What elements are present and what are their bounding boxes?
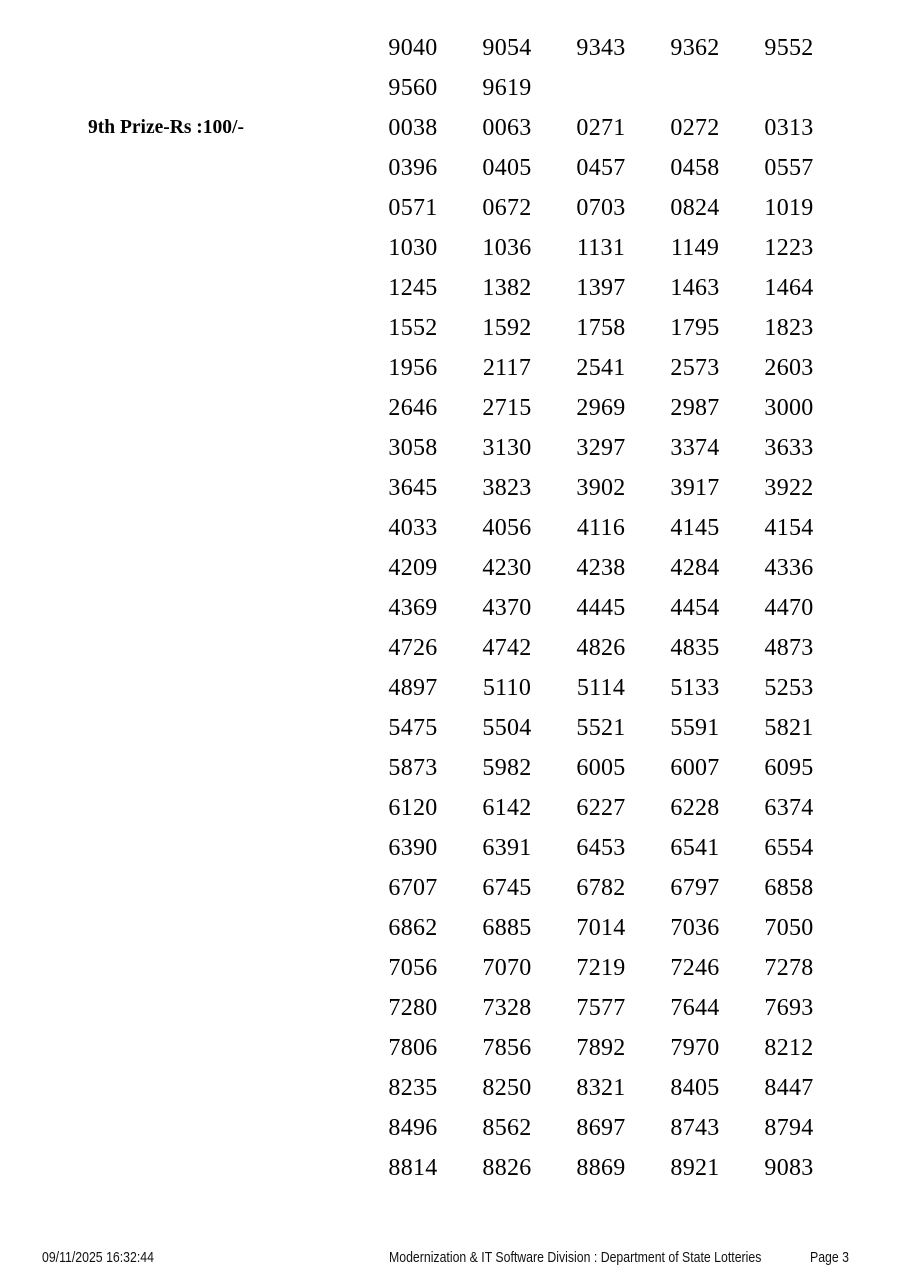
winning-number: 3130	[482, 434, 532, 461]
winning-number: 6862	[388, 914, 438, 941]
winning-number: 4445	[576, 594, 626, 621]
number-row	[366, 268, 836, 308]
winning-number: 1592	[482, 314, 532, 341]
winning-number: 5114	[576, 674, 626, 701]
number-row	[366, 468, 836, 508]
winning-number: 1030	[388, 234, 438, 261]
winning-number: 5504	[482, 714, 532, 741]
winning-number: 6374	[764, 794, 814, 821]
winning-number: 1036	[482, 234, 532, 261]
winning-number: 6797	[670, 874, 720, 901]
winning-number: 3922	[764, 474, 814, 501]
winning-number: 8826	[482, 1154, 532, 1181]
number-row	[366, 708, 836, 748]
number-row	[366, 348, 836, 388]
winning-number: 7056	[388, 954, 438, 981]
winning-number: 4726	[388, 634, 438, 661]
winning-number: 4742	[482, 634, 532, 661]
winning-number: 2646	[388, 394, 438, 421]
winning-number: 5591	[670, 714, 720, 741]
winning-number: 1823	[764, 314, 814, 341]
number-row	[366, 1148, 836, 1188]
number-row	[366, 1068, 836, 1108]
winning-numbers-grid	[88, 28, 836, 1188]
footer-division: Modernization & IT Software Division : Department of State Lotteries	[389, 1249, 762, 1266]
winning-number: 1956	[388, 354, 438, 381]
winning-number: 3917	[670, 474, 720, 501]
winning-number: 7280	[388, 994, 438, 1021]
number-row	[366, 28, 836, 68]
winning-number: 4056	[482, 514, 532, 541]
winning-number: 7892	[576, 1034, 626, 1061]
winning-number: 4154	[764, 514, 814, 541]
winning-number: 1019	[764, 194, 814, 221]
winning-number: 6227	[576, 794, 626, 821]
winning-number: 8814	[388, 1154, 438, 1181]
winning-number: 4873	[764, 634, 814, 661]
winning-number: 9343	[576, 34, 626, 61]
winning-number: 6142	[482, 794, 532, 821]
winning-number: 7856	[482, 1034, 532, 1061]
winning-number: 6541	[670, 834, 720, 861]
winning-number: 6858	[764, 874, 814, 901]
winning-number: 3633	[764, 434, 814, 461]
winning-number: 1463	[670, 274, 720, 301]
winning-number: 3000	[764, 394, 814, 421]
winning-number: 4145	[670, 514, 720, 541]
winning-number: 7050	[764, 914, 814, 941]
winning-number: 7644	[670, 994, 720, 1021]
winning-number: 1245	[388, 274, 438, 301]
winning-number: 3374	[670, 434, 720, 461]
winning-number: 8743	[670, 1114, 720, 1141]
winning-number: 6453	[576, 834, 626, 861]
winning-number: 1464	[764, 274, 814, 301]
winning-number: 6707	[388, 874, 438, 901]
winning-number: 1552	[388, 314, 438, 341]
number-row	[366, 68, 836, 108]
winning-number: 1795	[670, 314, 720, 341]
winning-number: 6120	[388, 794, 438, 821]
winning-number: 5133	[670, 674, 720, 701]
winning-number: 2541	[576, 354, 626, 381]
winning-number: 7577	[576, 994, 626, 1021]
winning-number: 6782	[576, 874, 626, 901]
number-row	[366, 828, 836, 868]
winning-number: 4454	[670, 594, 720, 621]
winning-number: 3902	[576, 474, 626, 501]
number-row	[366, 588, 836, 628]
winning-number: 4230	[482, 554, 532, 581]
winning-number: 5821	[764, 714, 814, 741]
winning-number: 8869	[576, 1154, 626, 1181]
winning-number: 7806	[388, 1034, 438, 1061]
winning-number: 8405	[670, 1074, 720, 1101]
winning-number: 2969	[576, 394, 626, 421]
winning-number: 6554	[764, 834, 814, 861]
winning-number: 5873	[388, 754, 438, 781]
number-row	[366, 308, 836, 348]
winning-number: 4284	[670, 554, 720, 581]
winning-number: 4336	[764, 554, 814, 581]
winning-number: 4033	[388, 514, 438, 541]
winning-number: 2987	[670, 394, 720, 421]
winning-number: 2603	[764, 354, 814, 381]
winning-number: 1382	[482, 274, 532, 301]
winning-number: 8212	[764, 1034, 814, 1061]
number-row	[366, 748, 836, 788]
winning-number: 7246	[670, 954, 720, 981]
winning-number: 0571	[388, 194, 438, 221]
winning-number: 0557	[764, 154, 814, 181]
winning-number: 0313	[764, 114, 814, 141]
winning-number: 9619	[482, 74, 532, 101]
winning-number: 1131	[576, 234, 626, 261]
winning-number: 6390	[388, 834, 438, 861]
winning-number: 3297	[576, 434, 626, 461]
number-row	[366, 628, 836, 668]
winning-number: 0271	[576, 114, 626, 141]
winning-number: 4238	[576, 554, 626, 581]
winning-number: 7219	[576, 954, 626, 981]
winning-number: 1223	[764, 234, 814, 261]
winning-number: 6007	[670, 754, 720, 781]
number-row	[366, 508, 836, 548]
number-row	[366, 148, 836, 188]
number-row	[366, 1028, 836, 1068]
winning-number: 4835	[670, 634, 720, 661]
winning-number: 4116	[576, 514, 626, 541]
winning-number: 2117	[482, 354, 532, 381]
winning-number: 4826	[576, 634, 626, 661]
winning-number: 4470	[764, 594, 814, 621]
winning-number: 0396	[388, 154, 438, 181]
number-row	[366, 1108, 836, 1148]
winning-number: 2573	[670, 354, 720, 381]
winning-number: 8250	[482, 1074, 532, 1101]
winning-number: 0824	[670, 194, 720, 221]
winning-number: 1149	[670, 234, 720, 261]
winning-number: 7070	[482, 954, 532, 981]
number-row	[366, 908, 836, 948]
winning-number: 8447	[764, 1074, 814, 1101]
winning-number: 0405	[482, 154, 532, 181]
winning-number: 6228	[670, 794, 720, 821]
winning-number: 4209	[388, 554, 438, 581]
winning-number: 0703	[576, 194, 626, 221]
winning-number: 0063	[482, 114, 532, 141]
winning-number: 6885	[482, 914, 532, 941]
winning-number: 9362	[670, 34, 720, 61]
winning-number: 0272	[670, 114, 720, 141]
winning-number: 2715	[482, 394, 532, 421]
winning-number: 5982	[482, 754, 532, 781]
winning-number: 5110	[482, 674, 532, 701]
winning-number: 7328	[482, 994, 532, 1021]
winning-number: 3645	[388, 474, 438, 501]
winning-number: 7014	[576, 914, 626, 941]
number-row	[366, 668, 836, 708]
winning-number: 6745	[482, 874, 532, 901]
winning-number: 5475	[388, 714, 438, 741]
number-row	[366, 868, 836, 908]
winning-number: 1758	[576, 314, 626, 341]
number-row	[366, 988, 836, 1028]
winning-number: 8235	[388, 1074, 438, 1101]
winning-number: 5521	[576, 714, 626, 741]
winning-number: 8496	[388, 1114, 438, 1141]
number-row	[366, 228, 836, 268]
winning-number: 4369	[388, 594, 438, 621]
winning-number: 0457	[576, 154, 626, 181]
winning-number: 6095	[764, 754, 814, 781]
number-row	[366, 188, 836, 228]
winning-number: 7278	[764, 954, 814, 981]
number-row	[88, 108, 836, 148]
winning-number: 5253	[764, 674, 814, 701]
number-row	[366, 548, 836, 588]
winning-number: 6391	[482, 834, 532, 861]
winning-number: 9083	[764, 1154, 814, 1181]
winning-number: 0038	[388, 114, 438, 141]
winning-number: 9054	[482, 34, 532, 61]
number-row	[366, 948, 836, 988]
prize-tier-label: 9th Prize-Rs :100/-	[88, 117, 244, 138]
number-row	[366, 788, 836, 828]
winning-number: 7036	[670, 914, 720, 941]
number-row	[366, 428, 836, 468]
winning-number: 8921	[670, 1154, 720, 1181]
winning-number: 4370	[482, 594, 532, 621]
winning-number: 3823	[482, 474, 532, 501]
winning-number: 8562	[482, 1114, 532, 1141]
winning-number: 9040	[388, 34, 438, 61]
number-row	[366, 388, 836, 428]
winning-number: 7693	[764, 994, 814, 1021]
winning-number: 9560	[388, 74, 438, 101]
winning-number: 6005	[576, 754, 626, 781]
winning-number: 8321	[576, 1074, 626, 1101]
winning-number: 3058	[388, 434, 438, 461]
winning-number: 1397	[576, 274, 626, 301]
winning-number: 7970	[670, 1034, 720, 1061]
footer-datetime: 09/11/2025 16:32:44	[42, 1249, 154, 1266]
winning-number: 9552	[764, 34, 814, 61]
winning-number: 4897	[388, 674, 438, 701]
winning-number: 0458	[670, 154, 720, 181]
page-footer	[0, 1249, 905, 1269]
winning-number: 8697	[576, 1114, 626, 1141]
footer-page-number: Page 3	[810, 1249, 849, 1266]
winning-number: 8794	[764, 1114, 814, 1141]
winning-number: 0672	[482, 194, 532, 221]
